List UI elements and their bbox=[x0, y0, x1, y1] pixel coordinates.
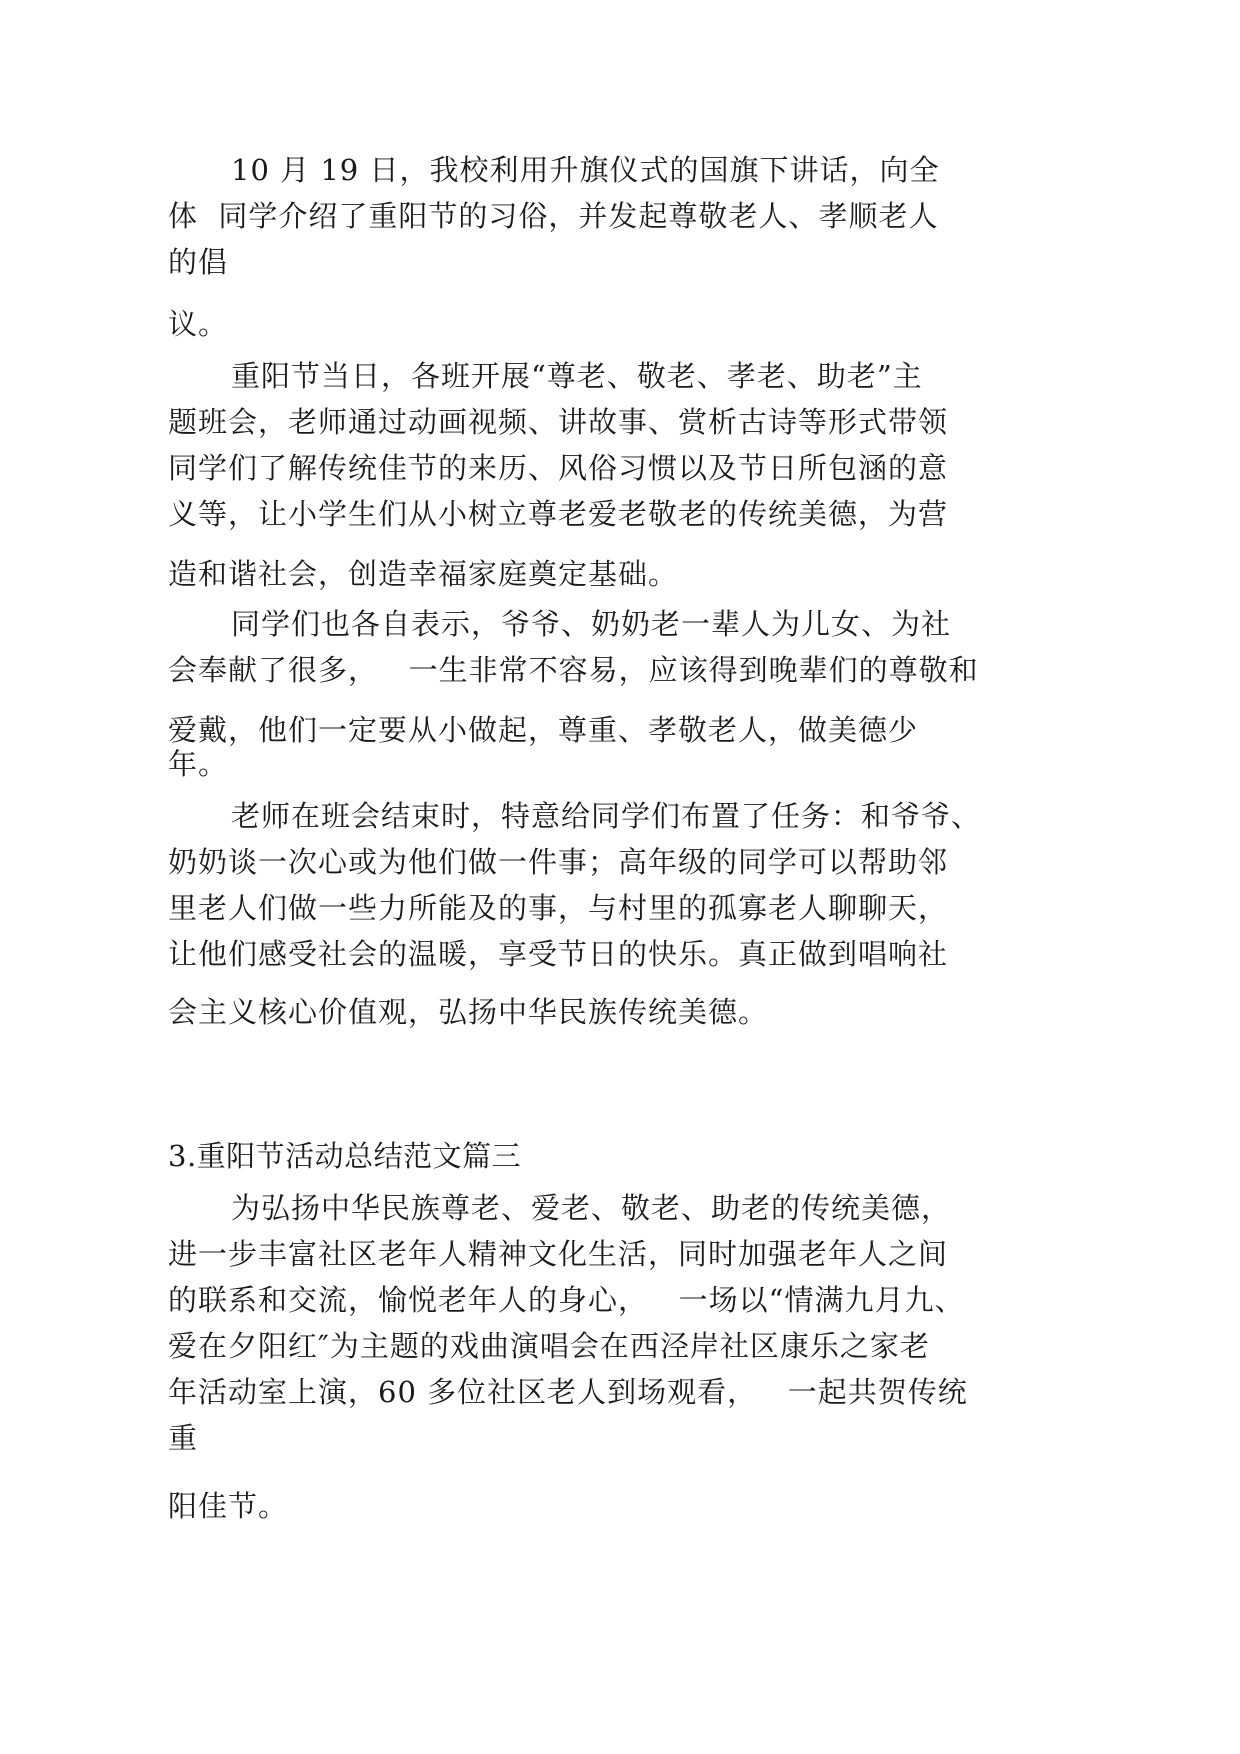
paragraph-5-line-4: 爱在夕阳红″为主题的戏曲演唱会在西泾岸社区康乐之家老 bbox=[168, 1329, 930, 1363]
paragraph-5-line-7: 阳佳节。 bbox=[168, 1489, 289, 1523]
paragraph-4-line-2: 奶奶谈一次心或为他们做一件事；高年级的同学可以帮助邻 bbox=[168, 845, 949, 879]
paragraph-1-line-2: 体 同学介绍了重阳节的习俗，并发起尊敬老人、孝顺老人 bbox=[168, 199, 939, 233]
paragraph-2-line-3: 同学们了解传统佳节的来历、风俗习惯以及节日所包涵的意 bbox=[168, 451, 949, 485]
paragraph-3-line-3: 爱戴，他们一定要从小做起，尊重、孝敬老人，做美德少 bbox=[168, 713, 919, 747]
paragraph-5-line-1: 为弘扬中华民族尊老、爱老、敬老、助老的传统美德， bbox=[231, 1191, 952, 1225]
paragraph-1-line-4: 议。 bbox=[168, 307, 229, 341]
paragraph-5-line-3: 的联系和交流，愉悦老年人的身心， 一场以“情满九月九、 bbox=[168, 1283, 965, 1317]
paragraph-2-line-2: 题班会，老师通过动画视频、讲故事、赏析古诗等形式带领 bbox=[168, 405, 949, 439]
paragraph-5-line-6: 重 bbox=[168, 1421, 199, 1455]
paragraph-4-line-1: 老师在班会结束时，特意给同学们布置了任务：和爷爷、 bbox=[231, 799, 982, 833]
paragraph-3-line-2: 会奉献了很多， 一生非常不容易，应该得到晚辈们的尊敬和 bbox=[168, 653, 979, 687]
paragraph-3-line-4: 年。 bbox=[168, 747, 229, 781]
paragraph-3-line-1: 同学们也各自表示，爷爷、奶奶老一辈人为儿女、为社 bbox=[231, 607, 952, 641]
section-heading: 3.重阳节活动总结范文篇三 bbox=[168, 1139, 522, 1173]
paragraph-1-line-1: 10 月 19 日，我校利用升旗仪式的国旗下讲话，向全 bbox=[231, 153, 940, 187]
paragraph-2-line-1: 重阳节当日，各班开展“尊老、敬老、孝老、助老”主 bbox=[231, 359, 923, 393]
paragraph-1-line-3: 的倡 bbox=[168, 245, 229, 279]
paragraph-2-line-4: 义等，让小学生们从小树立尊老爱老敬老的传统美德，为营 bbox=[168, 497, 949, 531]
paragraph-5-line-5: 年活动室上演，60 多位社区老人到场观看， 一起共贺传统 bbox=[168, 1375, 968, 1409]
paragraph-4-line-5: 会主义核心价值观，弘扬中华民族传统美德。 bbox=[168, 995, 769, 1029]
paragraph-4-line-4: 让他们感受社会的温暖，享受节日的快乐。真正做到唱响社 bbox=[168, 937, 949, 971]
paragraph-5-line-2: 进一步丰富社区老年人精神文化生活，同时加强老年人之间 bbox=[168, 1237, 949, 1271]
paragraph-4-line-3: 里老人们做一些力所能及的事，与村里的孤寡老人聊聊天， bbox=[168, 891, 949, 925]
paragraph-2-line-5: 造和谐社会，创造幸福家庭奠定基础。 bbox=[168, 557, 679, 591]
